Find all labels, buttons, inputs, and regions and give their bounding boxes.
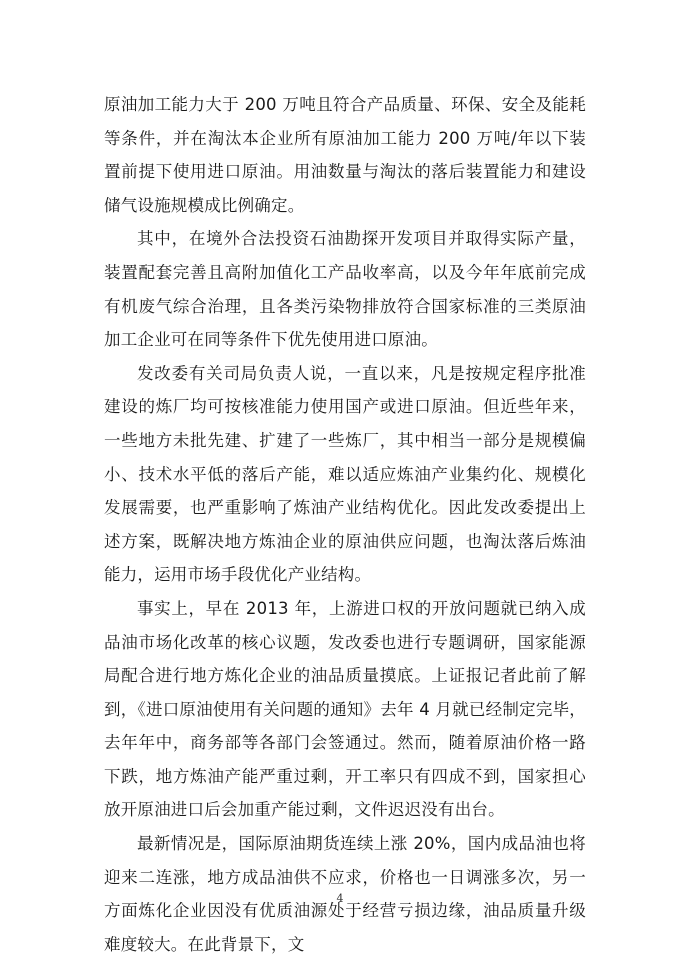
paragraph-5: 最新情况是，国际原油期货连续上涨 20%，国内成品油也将迎来二连涨，地方成品油供不应求，价格也一日调涨多次，另一方面炼化企业因没有优质油源处于经营亏损边缘，油品质量升级难度较大。在此背景下，文: [104, 834, 586, 954]
paragraph-3: 发改委有关司局负责人说，一直以来，凡是按规定程序批准建设的炼厂均可按核准能力使用国产或进口原油。但近些年来，一些地方未批先建、扩建了一些炼厂，其中相当一部分是规模偏小、技术水平低的落后产能，难以适应炼油产业集约化、规模化发展需要，也严重影响了炼油产业结构优化。因此发改委提出上述方案，既解决地方炼油企业的原油供应问题，也淘汰落后炼油能力，运用市场手段优化产业结构。: [104, 363, 586, 585]
paragraph-1: 原油加工能力大于 200 万吨且符合产品质量、环保、安全及能耗等条件，并在淘汰本企业所有原油加工能力 200 万吨/年以下装置前提下使用进口原油。用油数量与淘汰的落后装置能力和建设储气设施规模成比例确定。: [104, 95, 586, 215]
paragraph-2: 其中，在境外合法投资石油勘探开发项目并取得实际产量，装置配套完善且高附加值化工产品收率高，以及今年年底前完成有机废气综合治理，且各类污染物排放符合国家标准的三类原油加工企业可在同等条件下优先使用进口原油。: [104, 229, 586, 350]
paragraph-4: 事实上，早在 2013 年，上游进口权的开放问题就已纳入成品油市场化改革的核心议题，发改委也进行专题调研，国家能源局配合进行地方炼化企业的油品质量摸底。上证报记者此前了解到，《进口原油使用有关问题的通知》去年 4 月就已经制定完毕，去年年中，商务部等各部门会签通过。然而，随着原油价格一路下跌，地方炼油产能严重过剩，开工率只有四成不到，国家担心放开原油进口后会加重产能过剩，文件迟迟没有出台。: [104, 598, 586, 820]
document-body: [104, 88, 586, 961]
page-number: 4: [336, 892, 344, 905]
